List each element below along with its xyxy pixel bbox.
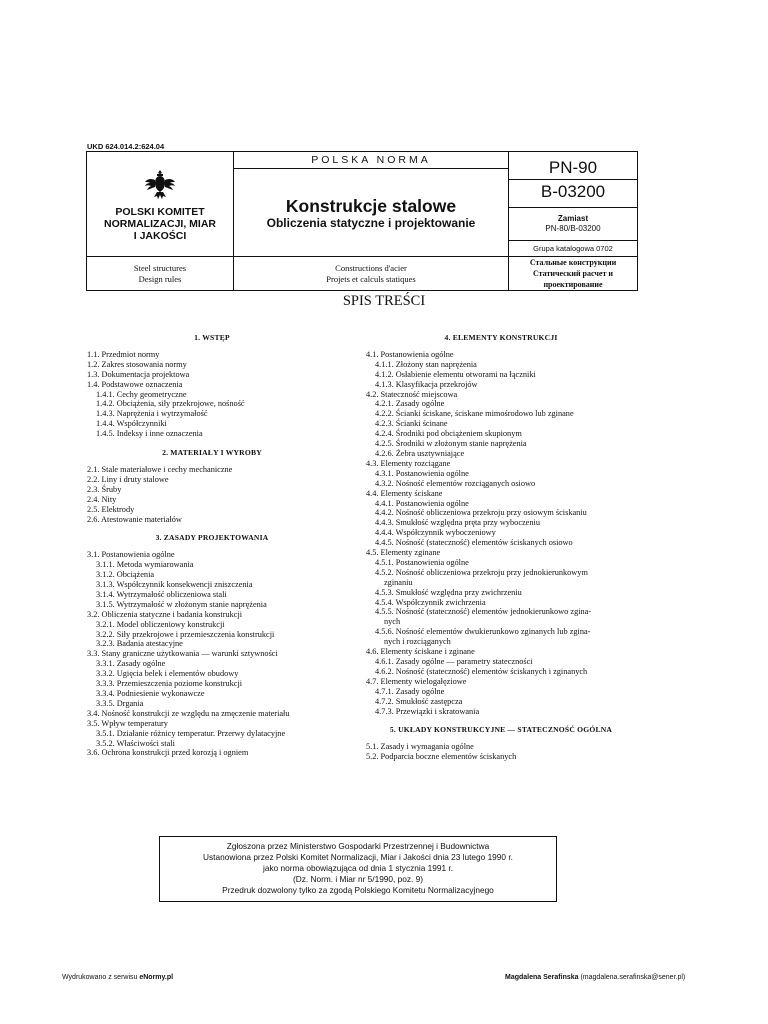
toc-entry: 4.7. Elementy wielogałęziowe: [366, 676, 467, 686]
footer-user-email: (magdalena.serafinska@sener.pl): [578, 974, 686, 981]
toc-entry: 4.5.3. Smukłość względna przy zwichrzeniu: [375, 587, 522, 597]
toc-entry: 3.6. Ochrona konstrukcji przed korozją i ogniem: [87, 748, 249, 758]
norm-subject-cell: [234, 169, 509, 257]
toc-entry: nych: [384, 617, 401, 627]
toc-section-heading: 2. MATERIAŁY I WYROBY: [162, 448, 262, 458]
toc-entry: 4.4.3. Smukłość względna pręta przy wyboczeniu: [375, 518, 540, 528]
footer-print-source: Wydrukowano z serwisu: [62, 974, 140, 981]
toc-title: SPIS TREŚCI: [342, 293, 426, 309]
norm-number-line-1: PN-90: [548, 158, 598, 177]
russian-title-line-2: Статический расчет и проектирование: [532, 269, 613, 289]
publication-notice: [159, 836, 557, 902]
toc-entry: 2.2. Liny i druty stalowe: [87, 474, 169, 484]
toc-entry: 4.7.3. Przewiązki i skratowania: [375, 706, 480, 716]
committee-cell: [87, 152, 234, 257]
toc-entry: 3.3. Stany graniczne użytkowania — warunki sztywności: [87, 649, 278, 659]
toc-entry: 4.1. Postanowienia ogólne: [366, 349, 454, 359]
toc-entry: 4.2.3. Ścianki ścinane: [375, 419, 448, 429]
toc-entry: 1.1. Przedmiot normy: [87, 349, 160, 359]
toc-entry: 4.5.6. Nośność elementów dwukierunkowo zginanych lub zgina-: [375, 627, 591, 637]
toc-entry: 3.5.2. Właściwości stali: [96, 738, 175, 748]
toc-entry: 4.2.5. Środniki w złożonym stanie naprężenia: [375, 439, 527, 449]
toc-entry: 2.4. Nity: [87, 494, 117, 504]
replaces-cell: [509, 208, 638, 241]
toc-entry: 4.1.3. Klasyfikacja przekrojów: [375, 379, 478, 389]
toc-section-heading: 5. UKŁADY KONSTRUKCYJNE — STATECZNOŚĆ OGÓLNA: [389, 725, 613, 735]
toc-entry: 4.5.5. Nośność (stateczność) elementów jednokierunkowo zgina-: [375, 607, 592, 617]
russian-title-line-1: Стальные конструкции: [529, 258, 617, 267]
notice-line-1: Zgłoszona przez Ministerstwo Gospodarki Przestrzennej i Budownictwa: [226, 841, 490, 851]
toc-entry: 2.1. Stale materiałowe i cechy mechaniczne: [87, 464, 233, 474]
notice-line-5: Przedruk dozwolony tylko za zgodą Polskiego Komitetu Normalizacyjnego: [222, 885, 494, 895]
toc-entry: 4.3. Elementy rozciągane: [366, 458, 451, 468]
toc-entry: 3.1. Postanowienia ogólne: [87, 550, 175, 560]
toc-entry: nych i rozciąganych: [384, 637, 451, 647]
toc-entry: 3.4. Nośność konstrukcji ze względu na zmęczenie materiału: [87, 708, 290, 718]
toc-entry: 2.3. Śruby: [87, 484, 122, 494]
toc-entry: 4.7.1. Zasady ogólne: [375, 686, 445, 696]
toc-entry: 4.4. Elementy ściskane: [366, 488, 443, 498]
toc-entry: 4.2.6. Żebra usztywniające: [375, 448, 465, 458]
toc-entry: 1.2. Zakres stosowania normy: [87, 359, 187, 369]
udk-code: UKD 624.014.2:624.04: [87, 142, 165, 151]
toc-entry: 4.5.2. Nośność obliczeniowa przekroju przy jednokierunkowym: [375, 567, 588, 577]
toc-left-column: [87, 333, 337, 758]
english-title-line-1: Steel structures: [133, 262, 187, 273]
toc-entry: 4.3.1. Postanowienia ogólne: [375, 468, 469, 478]
toc-entry: 2.5. Elektrody: [87, 504, 135, 514]
toc-entry: 3.3.2. Ugięcia belek i elementów obudowy: [96, 669, 239, 679]
toc-entry: 3.3.1. Zasady ogólne: [96, 659, 166, 669]
toc-entry: 3.5. Wpływ temperatury: [87, 718, 168, 728]
norm-header-table: [86, 151, 638, 291]
toc-entry: 4.1.2. Osłabienie elementu otworami na łączniki: [375, 369, 536, 379]
toc-entry: 3.1.1. Metoda wymiarowania: [96, 560, 194, 570]
toc-entry: 1.3. Dokumentacja projektowa: [87, 369, 190, 379]
toc-entry: 3.2.1. Model obliczeniowy konstrukcji: [96, 619, 225, 629]
toc-entry: 4.3.2. Nośność elementów rozciąganych osiowo: [375, 478, 536, 488]
toc-entry: 4.4.4. Współczynnik wyboczeniowy: [375, 528, 496, 538]
toc-entry: 4.2.1. Zasady ogólne: [375, 399, 445, 409]
toc-entry: 1.4.4. Współczynniki: [96, 419, 167, 429]
toc-entry: 4.5. Elementy zginane: [366, 548, 441, 558]
french-title-line-1: Constructions d'acier: [335, 262, 407, 273]
toc-entry: 4.6. Elementy ściskane i zginane: [366, 647, 475, 657]
toc-entry: 4.2. Stateczność miejscowa: [366, 389, 458, 399]
polish-eagle-emblem-icon: [144, 168, 176, 202]
toc-entry: 4.4.2. Nośność obliczeniowa przekroju przy osiowym ściskaniu: [375, 508, 587, 518]
polska-norma-label: POLSKA NORMA: [234, 152, 509, 169]
toc-entry: 4.7.2. Smukłość zastępcza: [375, 696, 463, 706]
toc-entry: 4.6.1. Zasady ogólne — parametry stateczności: [375, 657, 533, 666]
toc-right-column: [366, 333, 636, 762]
toc-entry: 5.1. Zasady i wymagania ogólne: [366, 742, 474, 752]
toc-entry: 4.5.1. Postanowienia ogólne: [375, 557, 469, 567]
toc-entry: 3.3.5. Drgania: [96, 698, 144, 708]
committee-line-3: I JAKOŚCI: [133, 230, 187, 242]
toc-entry: 3.1.2. Obciążenia: [96, 570, 155, 580]
toc-entry: 5.2. Podparcia boczne elementów ściskanych: [366, 752, 517, 762]
toc-section-heading: 4. ELEMENTY KONSTRUKCJI: [444, 333, 558, 342]
toc-entry: 4.2.2. Ścianki ściskane, ściskane mimośrodowo lub zginane: [375, 409, 574, 419]
toc-entry: 3.2.3. Badania atestacyjne: [96, 639, 183, 649]
toc-entry: 1.4.1. Cechy geometryczne: [96, 389, 187, 399]
toc-entry: 3.1.4. Wytrzymałość obliczeniowa stali: [96, 589, 227, 599]
notice-line-4: (Dz. Norm. i Miar nr 5/1990, poz. 9): [292, 874, 424, 884]
toc-section-heading: 3. ZASADY PROJEKTOWANIA: [155, 533, 269, 543]
toc-entry: 3.3.3. Przemieszczenia poziome konstrukcji: [96, 679, 243, 689]
norm-number-line-2: B-03200: [509, 179, 637, 201]
catalog-group: Grupa katalogowa 0702: [509, 241, 638, 257]
footer-right: [505, 974, 685, 981]
toc-entry: 3.3.4. Podniesienie wykonawcze: [96, 689, 205, 698]
replaces-label: Zamiast: [557, 214, 589, 223]
footer-site-name: eNormy.pl: [139, 974, 174, 981]
toc-entry: 4.5.4. Współczynnik zwichrzenia: [375, 597, 486, 607]
toc-entry: zginaniu: [384, 577, 413, 587]
footer-left: [62, 974, 173, 981]
replaces-value: PN-80/B-03200: [545, 224, 601, 233]
french-title-cell: [234, 257, 509, 291]
norm-title: Konstrukcje stalowe: [285, 195, 457, 216]
committee-line-2: NORMALIZACJI, MIAR: [104, 218, 216, 230]
toc-entry: 4.2.4. Środniki pod obciążeniem skupionym: [375, 429, 522, 439]
notice-line-3: jako norma obowiązująca od dnia 1 stycznia 1991 r.: [262, 863, 454, 873]
footer-user-name: Magdalena Serafinska: [505, 974, 579, 981]
french-title-line-2: Projets et calculs statiques: [326, 273, 416, 284]
toc-entry: 3.2.2. Siły przekrojowe i przemieszczenia konstrukcji: [96, 629, 275, 639]
toc-entry: 2.6. Atestowanie materiałów: [87, 514, 182, 524]
toc-entry: 4.6.2. Nośność (stateczność) elementów ściskanych i zginanych: [375, 666, 588, 676]
toc-entry: 3.2. Obliczenia statyczne i badania konstrukcji: [87, 609, 243, 619]
toc-entry: 1.4.5. Indeksy i inne oznaczenia: [96, 429, 203, 439]
english-title-line-2: Design rules: [138, 273, 182, 284]
norm-subtitle: Obliczenia statyczne i projektowanie: [266, 215, 476, 230]
english-title-cell: [87, 257, 234, 291]
toc-entry: 4.4.1. Postanowienia ogólne: [375, 498, 469, 508]
toc-entry: 4.1.1. Złożony stan naprężenia: [375, 359, 477, 369]
toc-entry: 4.4.5. Nośność (stateczność) elementów ściskanych osiowo: [375, 538, 573, 548]
toc-entry: 1.4. Podstawowe oznaczenia: [87, 379, 183, 389]
notice-line-2: Ustanowiona przez Polski Komitet Normalizacji, Miar i Jakości dnia 23 lutego 1990 r.: [203, 852, 513, 862]
committee-line-1: POLSKI KOMITET: [115, 206, 205, 218]
norm-number-cell: [509, 152, 638, 208]
toc-entry: 1.4.3. Naprężenia i wytrzymałość: [96, 409, 208, 419]
russian-title-cell: [509, 257, 638, 291]
toc-entry: 3.1.3. Współczynnik konsekwencji zniszczenia: [96, 580, 253, 590]
toc-entry: 1.4.2. Obciążenia, siły przekrojowe, nośność: [96, 399, 245, 409]
toc-entry: 3.1.5. Wytrzymałość w złożonym stanie naprężenia: [96, 599, 267, 609]
toc-section-heading: 1. WSTĘP: [194, 333, 230, 342]
toc-entry: 3.5.1. Działanie różnicy temperatur. Przerwy dylatacyjne: [96, 728, 286, 738]
